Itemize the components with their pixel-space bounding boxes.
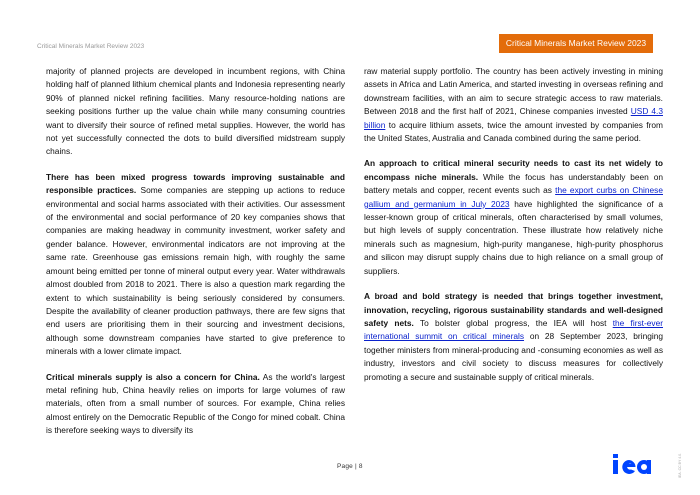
- running-header-title: Critical Minerals Market Review 2023: [37, 43, 145, 50]
- paragraph-midstream: majority of planned projects are developed in incumbent regions, with China holding half of planned lithium chemical plants and Indonesia representing nearly 90% of planned nickel refining facilities. Many resource-holding nations are seeking positions further up the value chain while many consuming countries want to diversify their source of refined metal supplies. However, the world has not yet successfully connected the dots to build diversified midstream supply chains.: [46, 66, 345, 157]
- paragraph-sustainability: There has been mixed progress towards improving sustainable and responsible practices. Some companies are stepping up actions to reduce environmental and social harms associated with their activities. Our assessment of the environmental and social performance of 20 key companies shows that companies are making headway in community investment, worker safety and gender balance. However, environmental indicators are not improving at the same rate. Greenhouse gas emissions remain high, with roughly the same amount being emitted per tonne of mineral output every year. Water withdrawals almost doubled from 2018 to 2021. There is also a question mark regarding the extent to which sustainability is being seriously considered by consumers. Despite the availability of cleaner production pathways, there are few signs that end users are prioritising them in their sourcing and investment decisions, although some downstream companies have started to give preference to minerals with a lower climate impact.: [46, 171, 345, 357]
- iea-logo-icon: [612, 453, 652, 475]
- paragraph-lead: Critical minerals supply is also a concern for China.: [46, 371, 260, 382]
- paragraph-china-continued: raw material supply portfolio. The country has been actively investing in mining assets in Africa and Latin America, and started investing in overseas refining and downstream facilities, with an aim to secure strategic access to raw materials. Between 2018 and the first half of 2021, Chinese companies invested USD 4.3 billion to acquire lithium assets, twice the amount invested by companies from the United States, Australia and Canada combined during the same period.: [364, 66, 663, 144]
- paragraph-niche-minerals: An approach to critical mineral security needs to cast its net widely to encompass niche minerals. While the focus has understandably been on battery metals and copper, recent events such as the export curbs on Chinese gallium and germanium in July 2023 have highlighted the significance of a lesser-known group of critical minerals, often characterised by small volumes, but high levels of supply concentration. These illustrate how relatively niche minerals such as magnesium, high-purity manganese, high-purity phosphorus and silicon may disrupt supply chains due to high reliance on a small group of suppliers.: [364, 158, 663, 276]
- paragraph-strategy: A broad and bold strategy is needed that brings together investment, innovation, recycling, rigorous sustainability standards and well-designed safety nets. To bolster global progress, the IEA will host the first-ever international summit on critical minerals on 28 September 2023, bringing together ministers from mineral-producing and -consuming economies as well as industry, investors and civil society to discuss measures for collectively promoting a secure and sustainable supply of critical minerals.: [364, 291, 663, 382]
- license-notice: IEA. CC BY 4.0.: [678, 452, 682, 478]
- paragraph-lead: There has been mixed progress towards improving sustainable and responsible practices.: [46, 171, 345, 196]
- paragraph-china: Critical minerals supply is also a concern for China. As the world's largest metal refining hub, China heavily relies on imports for large volumes of raw materials, often from a small number of sources. For example, China relies almost entirely on the Democratic Republic of the Congo for mined cobalt. China is therefore seeking ways to diversify its: [46, 371, 345, 436]
- left-column: [46, 65, 345, 450]
- paragraph-lead: A broad and bold strategy is needed that brings together investment, innovation, recycling, rigorous sustainability standards and well-designed safety nets.: [364, 291, 663, 328]
- link-critical-minerals-summit[interactable]: the first-ever international summit on critical minerals: [364, 317, 663, 342]
- link-usd-4-3-billion[interactable]: USD 4.3 billion: [364, 106, 663, 130]
- paragraph-lead: An approach to critical mineral security needs to cast its net widely to encompass niche minerals.: [364, 158, 663, 182]
- report-title-banner: Critical Minerals Market Review 2023: [499, 34, 653, 53]
- link-export-curbs[interactable]: the export curbs on Chinese gallium and germanium in July 2023: [364, 185, 663, 209]
- page-number: Page | 8: [337, 463, 363, 470]
- right-column: [364, 65, 663, 396]
